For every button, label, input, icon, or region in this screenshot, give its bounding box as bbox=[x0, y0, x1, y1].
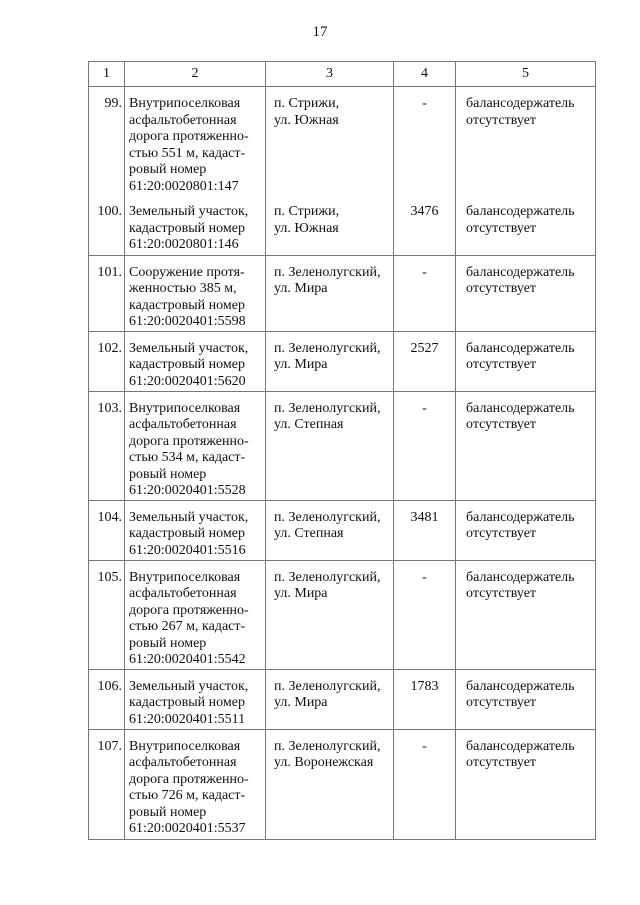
table-row bbox=[89, 331, 596, 391]
description-line: Внутрипоселковая bbox=[129, 569, 241, 585]
description-line: женностью 385 м, bbox=[129, 281, 237, 296]
description-line: Внутрипоселковая bbox=[129, 400, 241, 416]
row-number-cell: 104. bbox=[89, 500, 125, 560]
description-cell bbox=[125, 669, 266, 729]
address-line: ул. Мира bbox=[274, 586, 328, 601]
holder-line: отсутствует bbox=[466, 220, 537, 236]
description-line: Земельный участок, bbox=[129, 509, 249, 525]
area-cell: - bbox=[394, 560, 456, 669]
address-cell bbox=[266, 560, 394, 669]
area-cell: 3476 bbox=[394, 195, 456, 255]
address-cell bbox=[266, 391, 394, 500]
table-row bbox=[89, 255, 596, 331]
row-number-cell: 102. bbox=[89, 331, 125, 391]
description-line: кадастровый номер bbox=[129, 526, 245, 541]
table-body bbox=[89, 87, 596, 840]
address-cell bbox=[266, 255, 394, 331]
description-line: асфальтобетонная bbox=[129, 417, 237, 432]
table-row bbox=[89, 195, 596, 255]
table-row bbox=[89, 391, 596, 500]
table-header-row bbox=[89, 62, 596, 87]
address-line: п. Стрижи, bbox=[274, 96, 340, 111]
description-line: дорога протяженно- bbox=[129, 771, 249, 787]
address-cell bbox=[266, 669, 394, 729]
address-line: п. Зеленолугский, bbox=[274, 738, 381, 754]
address-line: ул. Степная bbox=[274, 417, 344, 432]
address-line: ул. Степная bbox=[274, 526, 344, 541]
address-line: п. Зеленолугский, bbox=[274, 678, 381, 694]
description-line: 61:20:0020401:5511 bbox=[129, 711, 246, 727]
description-line: 61:20:0020801:147 bbox=[129, 178, 239, 194]
description-line: ровый номер bbox=[129, 635, 207, 651]
holder-line: балансодержатель bbox=[466, 264, 575, 280]
address-line: ул. Южная bbox=[274, 220, 339, 236]
header-col-1: 1 bbox=[89, 62, 125, 87]
holder-line: отсутствует bbox=[466, 526, 537, 541]
description-line: 61:20:0020401:5537 bbox=[129, 821, 246, 836]
row-number-cell: 105. bbox=[89, 560, 125, 669]
address-line: ул. Мира bbox=[274, 695, 328, 710]
address-line: п. Зеленолугский, bbox=[274, 569, 381, 585]
table-row bbox=[89, 87, 596, 196]
description-line: стью 551 м, кадаст- bbox=[129, 145, 246, 161]
table-row bbox=[89, 560, 596, 669]
description-cell bbox=[125, 391, 266, 500]
description-line: 61:20:0020401:5620 bbox=[129, 373, 246, 389]
description-line: 61:20:0020401:5598 bbox=[129, 314, 246, 329]
header-col-4: 4 bbox=[394, 62, 456, 87]
table-row bbox=[89, 669, 596, 729]
row-number-cell: 103. bbox=[89, 391, 125, 500]
area-cell: 1783 bbox=[394, 669, 456, 729]
address-line: ул. Мира bbox=[274, 357, 328, 372]
area-cell: - bbox=[394, 729, 456, 839]
description-line: кадастровый номер bbox=[129, 220, 245, 236]
row-number-cell: 101. bbox=[89, 255, 125, 331]
description-cell bbox=[125, 560, 266, 669]
page-number: 17 bbox=[312, 24, 328, 40]
description-line: Земельный участок, bbox=[129, 204, 249, 219]
description-line: ровый номер bbox=[129, 804, 207, 820]
description-line: 61:20:0020801:146 bbox=[129, 237, 239, 252]
holder-line: балансодержатель bbox=[466, 569, 575, 585]
description-line: асфальтобетонная bbox=[129, 112, 237, 128]
holder-line: отсутствует bbox=[466, 755, 537, 770]
description-line: стью 267 м, кадаст- bbox=[129, 619, 246, 634]
holder-cell bbox=[456, 669, 596, 729]
area-cell: - bbox=[394, 391, 456, 500]
description-cell bbox=[125, 331, 266, 391]
description-line: 61:20:0020401:5542 bbox=[129, 652, 246, 667]
address-line: п. Зеленолугский, bbox=[274, 264, 381, 280]
holder-cell bbox=[456, 87, 596, 196]
description-line: Внутрипоселковая bbox=[129, 738, 241, 754]
address-line: ул. Южная bbox=[274, 112, 339, 128]
address-line: п. Зеленолугский, bbox=[274, 509, 381, 525]
row-number-cell: 106. bbox=[89, 669, 125, 729]
holder-line: отсутствует bbox=[466, 281, 537, 296]
holder-cell bbox=[456, 255, 596, 331]
description-cell bbox=[125, 500, 266, 560]
description-line: дорога протяженно- bbox=[129, 433, 249, 449]
header-col-5: 5 bbox=[456, 62, 596, 87]
header-col-2: 2 bbox=[125, 62, 266, 87]
address-cell bbox=[266, 331, 394, 391]
description-line: дорога протяженно- bbox=[129, 602, 249, 618]
description-line: Сооружение протя- bbox=[129, 264, 245, 280]
description-line: дорога протяженно- bbox=[129, 129, 249, 144]
holder-line: отсутствует bbox=[466, 112, 537, 128]
area-cell: - bbox=[394, 87, 456, 196]
table-row bbox=[89, 729, 596, 839]
holder-line: отсутствует bbox=[466, 357, 537, 372]
holder-cell bbox=[456, 729, 596, 839]
description-line: 61:20:0020401:5516 bbox=[129, 542, 246, 558]
holder-cell bbox=[456, 195, 596, 255]
address-cell bbox=[266, 729, 394, 839]
description-line: Земельный участок, bbox=[129, 340, 249, 356]
header-col-3: 3 bbox=[266, 62, 394, 87]
description-line: стью 534 м, кадаст- bbox=[129, 450, 246, 465]
holder-line: балансодержатель bbox=[466, 204, 575, 219]
description-line: стью 726 м, кадаст- bbox=[129, 788, 246, 803]
row-number-cell: 107. bbox=[89, 729, 125, 839]
description-line: кадастровый номер bbox=[129, 695, 245, 710]
description-line: Земельный участок, bbox=[129, 678, 249, 694]
description-cell bbox=[125, 729, 266, 839]
address-cell bbox=[266, 87, 394, 196]
description-line: 61:20:0020401:5528 bbox=[129, 483, 246, 498]
description-line: ровый номер bbox=[129, 466, 207, 482]
area-cell: 3481 bbox=[394, 500, 456, 560]
description-line: ровый номер bbox=[129, 162, 207, 177]
holder-line: балансодержатель bbox=[466, 400, 575, 416]
address-line: п. Стрижи, bbox=[274, 204, 340, 219]
address-line: ул. Воронежская bbox=[274, 755, 374, 770]
holder-line: балансодержатель bbox=[466, 678, 575, 694]
holder-cell bbox=[456, 331, 596, 391]
address-line: п. Зеленолугский, bbox=[274, 340, 381, 356]
description-line: Внутрипоселковая bbox=[129, 96, 241, 111]
holder-line: балансодержатель bbox=[466, 96, 575, 111]
holder-cell bbox=[456, 560, 596, 669]
description-line: асфальтобетонная bbox=[129, 586, 237, 601]
row-number-cell: 99. bbox=[89, 87, 125, 196]
holder-cell bbox=[456, 391, 596, 500]
holder-line: балансодержатель bbox=[466, 340, 575, 356]
holder-line: отсутствует bbox=[466, 417, 537, 432]
address-line: ул. Мира bbox=[274, 281, 328, 296]
holder-line: балансодержатель bbox=[466, 509, 575, 525]
address-cell bbox=[266, 500, 394, 560]
table-row bbox=[89, 500, 596, 560]
row-number-cell: 100. bbox=[89, 195, 125, 255]
area-cell: - bbox=[394, 255, 456, 331]
holder-line: отсутствует bbox=[466, 586, 537, 601]
holder-cell bbox=[456, 500, 596, 560]
description-cell bbox=[125, 195, 266, 255]
description-line: асфальтобетонная bbox=[129, 755, 237, 770]
description-line: кадастровый номер bbox=[129, 297, 245, 313]
address-cell bbox=[266, 195, 394, 255]
holder-line: отсутствует bbox=[466, 695, 537, 710]
description-cell bbox=[125, 87, 266, 196]
area-cell: 2527 bbox=[394, 331, 456, 391]
address-line: п. Зеленолугский, bbox=[274, 400, 381, 416]
property-table bbox=[88, 61, 596, 840]
holder-line: балансодержатель bbox=[466, 738, 575, 754]
description-line: кадастровый номер bbox=[129, 357, 245, 372]
description-cell bbox=[125, 255, 266, 331]
